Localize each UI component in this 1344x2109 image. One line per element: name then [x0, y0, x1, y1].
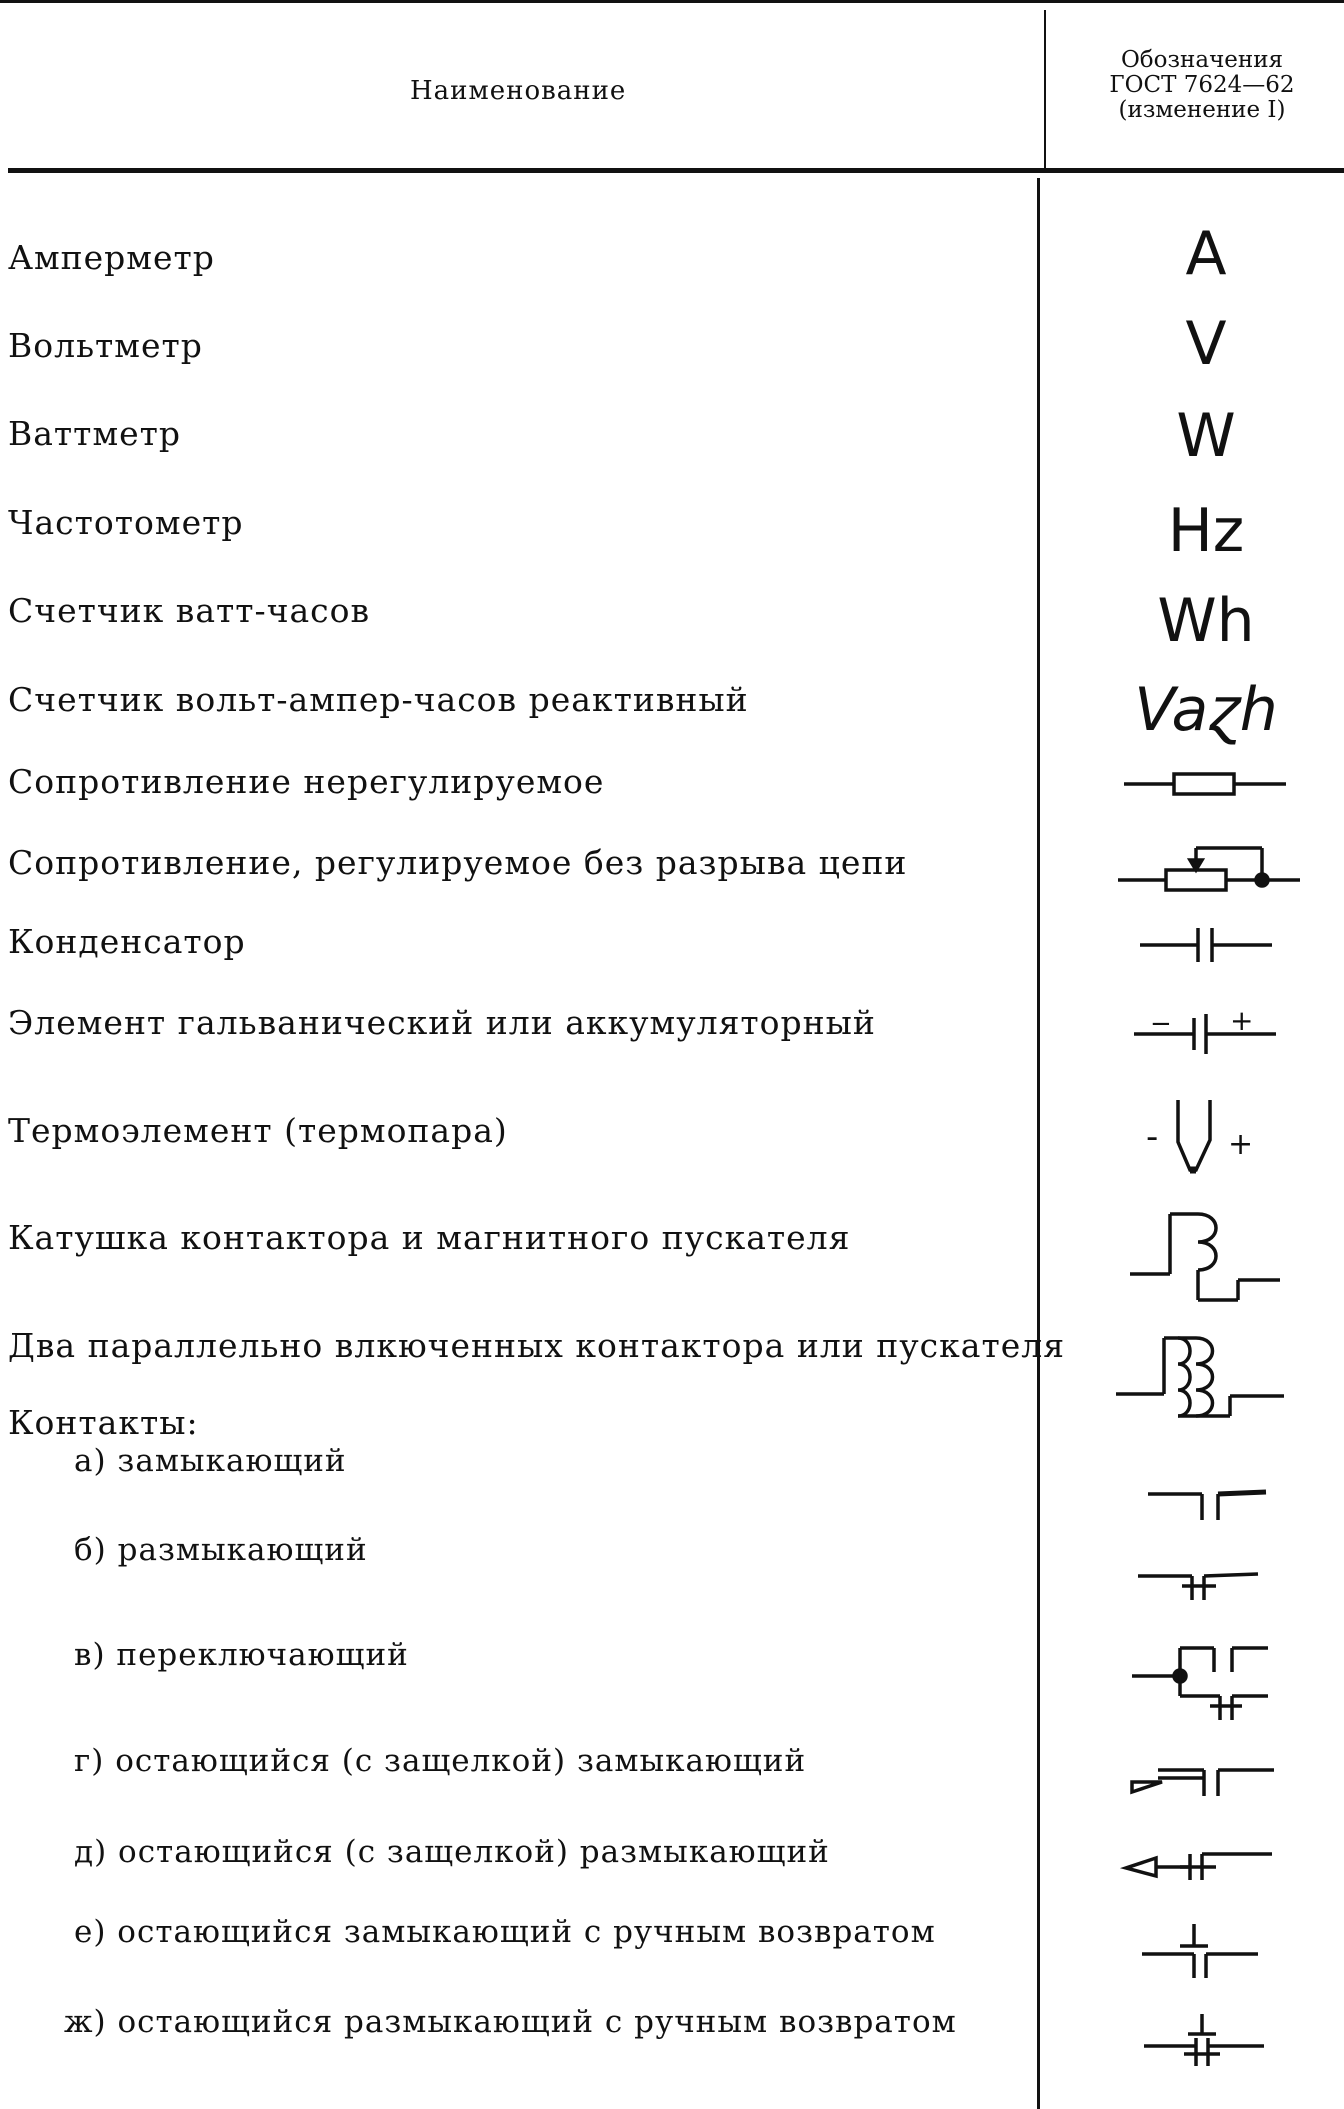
battery-minus-sign: − [1150, 1009, 1172, 1039]
top-rule [0, 0, 1344, 3]
thermocouple-plus-sign: + [1228, 1127, 1254, 1162]
header-symbol-column [1072, 48, 1332, 123]
varh-meter-symbol: Vaɀh [1134, 675, 1278, 745]
thermocouple-icon [1138, 1092, 1288, 1182]
contact-name-latch-make: г) остающийся (с защелкой) замыкающий [74, 1743, 807, 1779]
row-name-variable-resistor: Сопротивление, регулируемое без разрыва цепи [8, 843, 908, 882]
contact-name-changeover: в) переключающий [74, 1637, 409, 1673]
row-name-watt-hour-meter: Счетчик ватт-часов [8, 591, 371, 630]
header-name-column: Наименование [410, 76, 627, 106]
battery-cell-icon [1130, 1002, 1290, 1062]
contact-name-make: а) замыкающий [74, 1443, 347, 1479]
contactor-coil-icon [1126, 1204, 1296, 1314]
resistor-variable-icon [1114, 836, 1304, 896]
contact-make-icon [1140, 1476, 1280, 1536]
latch-make-icon [1128, 1756, 1288, 1806]
row-name-voltmeter: Вольтметр [8, 326, 203, 365]
contact-changeover-icon [1128, 1638, 1288, 1728]
battery-plus-sign: + [1230, 1004, 1254, 1037]
row-name-thermocouple: Термоэлемент (термопара) [8, 1111, 508, 1150]
row-name-wattmeter: Ваттметр [8, 414, 182, 453]
row-name-fixed-resistor: Сопротивление нерегулируемое [8, 762, 605, 801]
thermocouple-minus-sign: - [1146, 1117, 1159, 1157]
watt-hour-meter-symbol: Wh [1157, 586, 1255, 656]
header-rule [8, 168, 1344, 173]
row-name-double-coil: Два параллельно влкюченных контактора или пускателя [8, 1326, 1066, 1365]
manual-reset-break-icon [1140, 2010, 1280, 2074]
header-symbol-line: (изменение I) [1118, 97, 1286, 123]
latch-break-icon [1122, 1840, 1282, 1890]
row-name-contactor-coil: Катушка контактора и магнитного пускателя [8, 1218, 851, 1257]
ammeter-symbol: A [1185, 219, 1227, 289]
contact-name-break: б) размыкающий [74, 1532, 368, 1568]
wattmeter-symbol: W [1176, 401, 1236, 471]
row-name-varh-meter: Счетчик вольт-ампер-часов реактивный [8, 680, 749, 719]
row-name-frequency-meter: Частотометр [8, 503, 244, 542]
contacts-title: Контакты: [8, 1403, 199, 1442]
resistor-fixed-icon [1120, 764, 1290, 804]
contact-break-icon [1134, 1560, 1274, 1610]
capacitor-icon [1136, 920, 1276, 970]
contact-name-latch-break: д) остающийся (с защелкой) размыкающий [74, 1834, 830, 1870]
row-name-capacitor: Конденсатор [8, 922, 246, 961]
contact-name-manual-reset-make: е) остающийся замыкающий с ручным возвратом [74, 1914, 936, 1950]
header-symbol-line: Обозначения [1120, 47, 1284, 73]
body-column-divider [1037, 178, 1040, 2109]
contact-name-manual-reset-break: ж) остающийся размыкающий с ручным возвратом [64, 2004, 957, 2040]
header-column-divider [1044, 10, 1046, 168]
header-symbol-line: ГОСТ 7624—62 [1109, 72, 1295, 98]
voltmeter-symbol: V [1185, 309, 1227, 379]
frequency-meter-symbol: Hz [1167, 496, 1245, 566]
row-name-ammeter: Амперметр [8, 238, 215, 277]
double-coil-icon [1112, 1330, 1302, 1440]
row-name-battery-cell: Элемент гальванический или аккумуляторный [8, 1003, 876, 1042]
manual-reset-make-icon [1136, 1920, 1276, 1984]
